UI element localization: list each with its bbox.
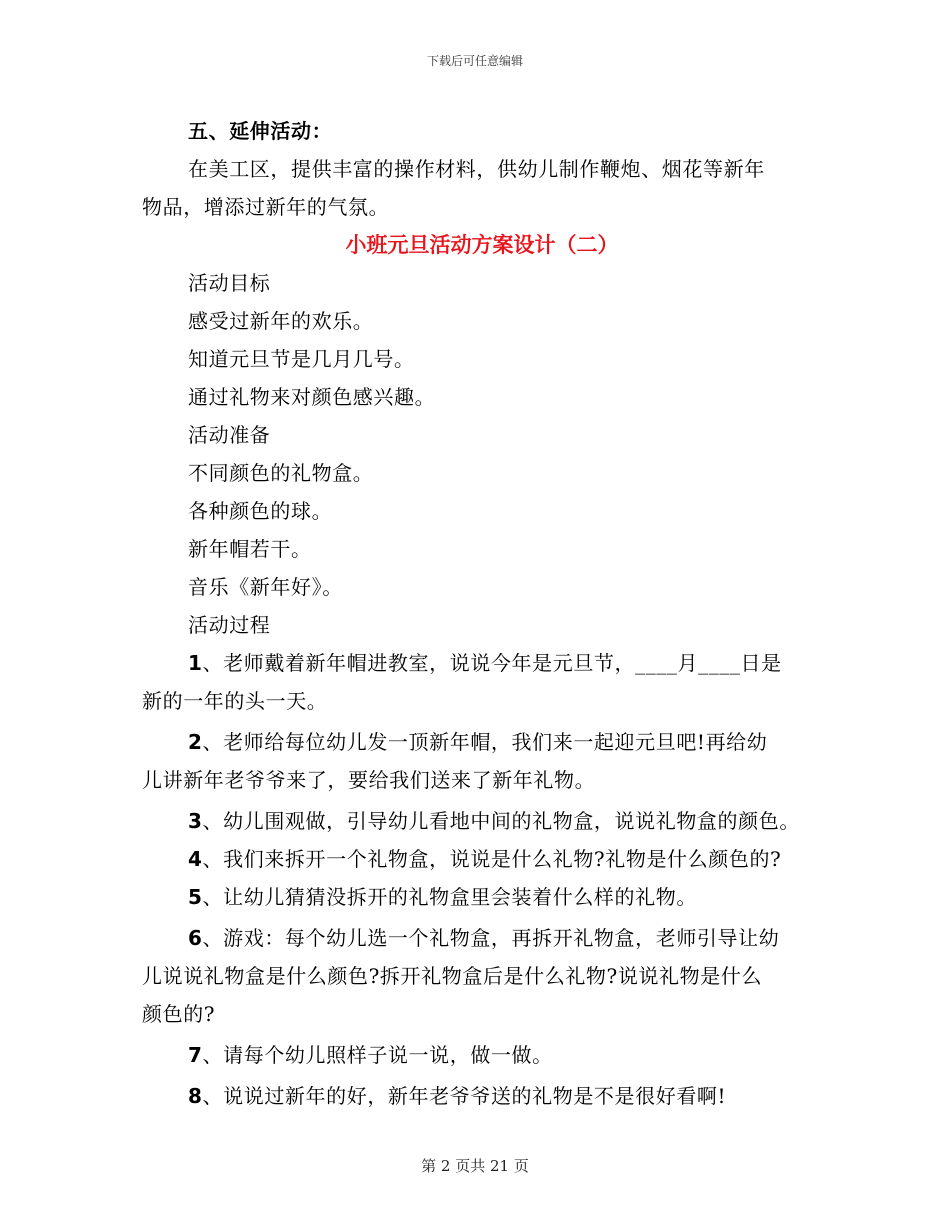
step-text: 、我们来拆开一个礼物盒，说说是什么礼物?礼物是什么颜色的?: [202, 847, 782, 871]
step-text: 、老师给每位幼儿发一顶新年帽，我们来一起迎元旦吧!再给幼: [202, 730, 768, 754]
step-text: 、幼儿围观做，引导幼儿看地中间的礼物盒，说说礼物盒的颜色。: [202, 809, 800, 833]
process-step: [142, 644, 822, 720]
goals-heading: 活动目标: [188, 271, 271, 295]
step-number: 8: [188, 1084, 203, 1108]
process-step: [142, 1077, 822, 1115]
step-text: 、让幼儿猜猜没拆开的礼物盒里会装着什么样的礼物。: [202, 885, 697, 909]
process-step: [142, 1036, 822, 1074]
step-text: 、请每个幼儿照样子说一说，做一做。: [202, 1043, 553, 1067]
step-text: 颜色的?: [142, 1002, 216, 1026]
document-title: 小班元旦活动方案设计（二）: [345, 232, 619, 257]
section-heading-extension: 五、延伸活动：: [188, 119, 333, 143]
step-number: 2: [188, 730, 203, 754]
paragraph-line: 物品，增添过新年的气氛。: [142, 195, 390, 219]
step-number: 1: [188, 651, 203, 675]
step-number: 6: [188, 926, 203, 950]
process-step: [142, 878, 822, 916]
goal-item: 通过礼物来对颜色感兴趣。: [188, 385, 436, 409]
step-text: 、说说过新年的好，新年老爷爷送的礼物是不是很好看啊!: [202, 1084, 727, 1108]
goal-item: 感受过新年的欢乐。: [188, 309, 374, 333]
step-number: 3: [188, 809, 203, 833]
process-heading: 活动过程: [188, 613, 271, 637]
step-text: 、老师戴着新年帽进教室，说说今年是元旦节，____月____日是: [202, 651, 782, 675]
process-step: [142, 723, 822, 799]
step-text: 新的一年的头一天。: [142, 689, 328, 713]
paragraph-line: 在美工区，提供丰富的操作材料，供幼儿制作鞭炮、烟花等新年: [188, 157, 765, 181]
prep-item: 新年帽若干。: [188, 537, 312, 561]
step-text: 儿说说礼物盒是什么颜色?拆开礼物盒后是什么礼物?说说礼物是什么: [142, 964, 763, 988]
page-footer-number: 第 2 页共 21 页: [421, 1157, 529, 1175]
document-body: [142, 112, 822, 1115]
step-number: 5: [188, 885, 203, 909]
step-number: 4: [188, 847, 203, 871]
prep-item: 不同颜色的礼物盒。: [188, 461, 374, 485]
prep-item: 各种颜色的球。: [188, 499, 333, 523]
goal-item: 知道元旦节是几月几号。: [188, 347, 415, 371]
process-step: [142, 802, 822, 840]
step-text: 、游戏：每个幼儿选一个礼物盒，再拆开礼物盒，老师引导让幼: [202, 926, 780, 950]
step-text: 儿讲新年老爷爷来了，要给我们送来了新年礼物。: [142, 768, 596, 792]
process-step: [142, 919, 822, 1033]
process-step: [142, 840, 822, 878]
page-header-note: 下载后可任意编辑: [426, 54, 523, 68]
prep-heading: 活动准备: [188, 423, 271, 447]
prep-item: 音乐《新年好》。: [188, 575, 343, 599]
step-number: 7: [188, 1043, 203, 1067]
